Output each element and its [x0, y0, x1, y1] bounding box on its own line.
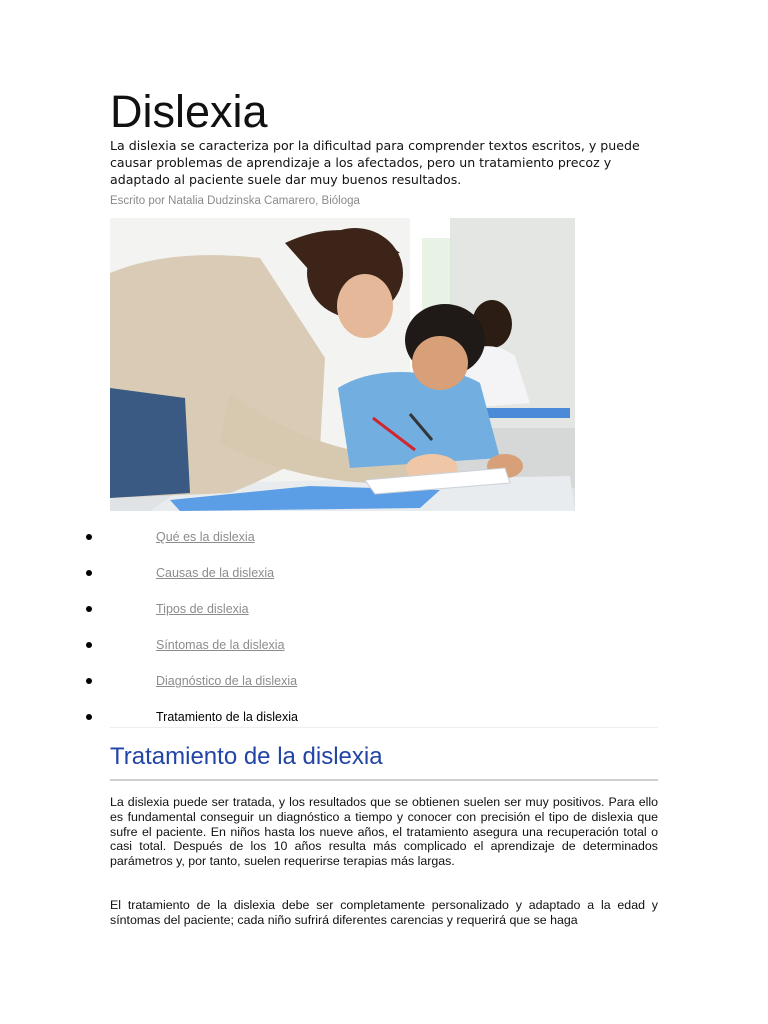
page-title: Dislexia: [110, 86, 268, 137]
divider: [110, 727, 658, 728]
body-paragraph: El tratamiento de la dislexia debe ser completamente personalizado y adaptado a la edad y síntomas del paciente; cada niño sufrirá diferentes carencias y requerirá que se haga: [110, 898, 658, 927]
section-heading: Tratamiento de la dislexia: [110, 743, 383, 770]
hero-photo: [110, 218, 575, 511]
toc-item: [86, 601, 646, 619]
toc-link-tipos[interactable]: Tipos de dislexia: [156, 602, 249, 616]
bullet-icon: [86, 606, 92, 612]
article-intro: La dislexia se caracteriza por la dificultad para comprender textos escritos, y puede causar problemas de aprendizaje a los afectados, pero un tratamiento precoz y adaptado al paciente suele dar muy buenos resultados.: [110, 138, 640, 187]
heading-divider: [110, 779, 658, 781]
toc-link-tratamiento[interactable]: Tratamiento de la dislexia: [156, 710, 298, 724]
bullet-icon: [86, 678, 92, 684]
toc-link-causas[interactable]: Causas de la dislexia: [156, 566, 275, 580]
toc-item: [86, 637, 646, 655]
toc-link-diagnostico[interactable]: Diagnóstico de la dislexia: [156, 674, 298, 688]
toc-item: [86, 673, 646, 691]
bullet-icon: [86, 570, 92, 576]
toc-link-sintomas[interactable]: Síntomas de la dislexia: [156, 638, 285, 652]
toc-item: [86, 529, 646, 547]
bullet-icon: [86, 642, 92, 648]
toc-item: [86, 565, 646, 583]
bullet-icon: [86, 534, 92, 540]
body-paragraph: La dislexia puede ser tratada, y los resultados que se obtienen suelen ser muy positivos. Para ello es fundamental conseguir un diagnóstico a tiempo y conocer con precisión el tipo de dislexia que sufre el paciente. En niños hasta los nueve años, el tratamiento asegura una recuperación total o casi total. Después de los 10 años resulta más complicado el aprendizaje de determinados parámetros y, por tanto, suelen requerirse terapias más largas.: [110, 795, 658, 869]
toc-link-que-es[interactable]: Qué es la dislexia: [156, 530, 255, 544]
author-byline: Escrito por Natalia Dudzinska Camarero, Bióloga: [110, 195, 360, 207]
toc-item: [86, 709, 646, 727]
teacher-and-child-illustration: [110, 218, 575, 511]
bullet-icon: [86, 714, 92, 720]
